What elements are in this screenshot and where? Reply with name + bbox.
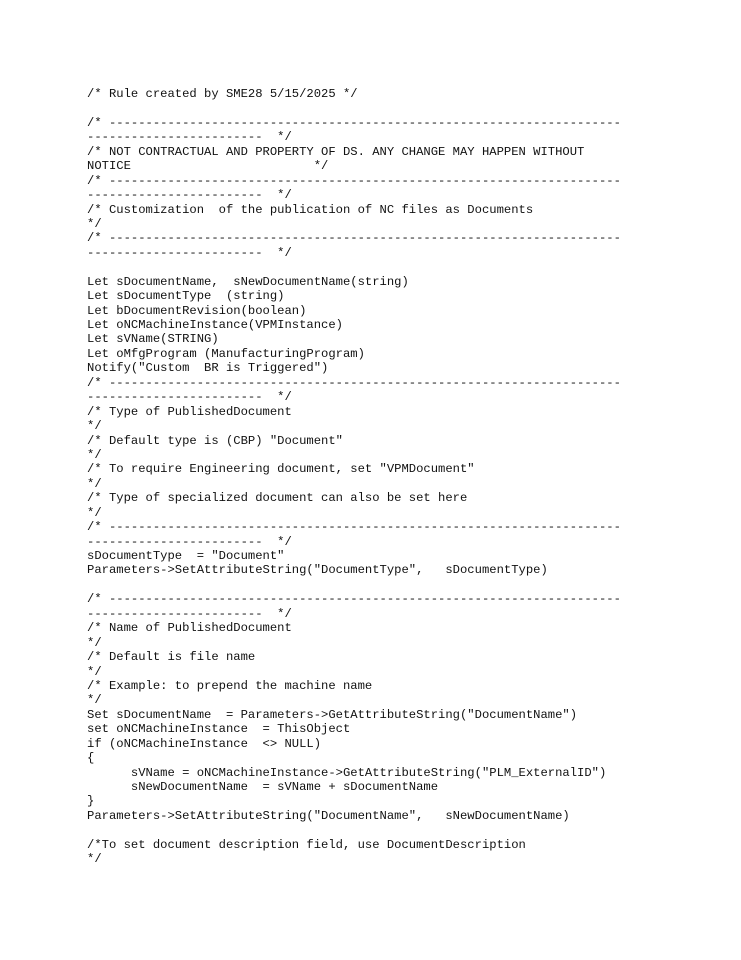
code-line: ------------------------ */ — [87, 188, 292, 203]
code-line: /* Name of PublishedDocument — [87, 621, 292, 636]
code-line: Notify("Custom BR is Triggered") — [87, 361, 329, 376]
code-line: ------------------------ */ — [87, 606, 292, 621]
code-line: ------------------------ */ — [87, 130, 292, 145]
code-line: /* ---------------------------------------------------------------------- — [87, 115, 621, 130]
code-line — [87, 101, 621, 115]
code-line: Let oMfgProgram (ManufacturingProgram) — [87, 346, 365, 361]
code-line — [87, 260, 621, 274]
code-line: /* Customization of the publication of NC files as Documents — [87, 202, 534, 217]
code-line: /* ---------------------------------------------------------------------- — [87, 520, 621, 535]
code-line: ------------------------ */ — [87, 534, 292, 549]
code-line: Let bDocumentRevision(boolean) — [87, 303, 307, 318]
code-line: /* NOT CONTRACTUAL AND PROPERTY OF DS. ANY CHANGE MAY HAPPEN WITHOUT — [87, 144, 585, 159]
code-line: sNewDocumentName = sVName + sDocumentName — [87, 780, 439, 794]
code-line: Parameters->SetAttributeString("DocumentName", sNewDocumentName) — [87, 808, 570, 823]
code-line: Set sDocumentName = Parameters->GetAttributeString("DocumentName") — [87, 707, 578, 722]
code-line: Let sDocumentName, sNewDocumentName(string) — [87, 274, 409, 289]
code-line: */ — [87, 693, 102, 708]
code-line: } — [87, 794, 95, 809]
code-line: Parameters->SetAttributeString("DocumentType", sDocumentType) — [87, 563, 548, 578]
code-line: /* Type of PublishedDocument — [87, 404, 292, 419]
code-line: /* ---------------------------------------------------------------------- — [87, 592, 621, 607]
code-line — [87, 578, 621, 592]
code-line: /* Rule created by SME28 5/15/2025 */ — [87, 87, 358, 101]
code-line: /* Default type is (CBP) "Document" — [87, 433, 343, 448]
code-line: NOTICE */ — [87, 159, 329, 174]
code-line: */ — [87, 635, 102, 650]
code-line: */ — [87, 476, 102, 491]
code-line: /* Example: to prepend the machine name — [87, 678, 373, 693]
code-line: */ — [87, 505, 102, 520]
code-line: /* ---------------------------------------------------------------------- — [87, 375, 621, 390]
code-line: sDocumentType = "Document" — [87, 549, 285, 563]
code-line: Let oNCMachineInstance(VPMInstance) — [87, 318, 343, 332]
code-line: sVName = oNCMachineInstance->GetAttributeString("PLM_ExternalID") — [87, 765, 607, 780]
code-line: /* Type of specialized document can also be set here — [87, 491, 468, 506]
code-line: */ — [87, 419, 102, 434]
code-line: */ — [87, 216, 102, 231]
code-listing — [87, 87, 621, 867]
code-line: */ — [87, 664, 102, 679]
code-line: */ — [87, 852, 102, 867]
code-line: /* To require Engineering document, set "VPMDocument" — [87, 462, 475, 477]
code-line: if (oNCMachineInstance <> NULL) — [87, 736, 322, 751]
code-line: Let sVName(STRING) — [87, 332, 219, 347]
code-line: Let sDocumentType (string) — [87, 289, 285, 304]
code-line: ------------------------ */ — [87, 245, 292, 260]
code-line: set oNCMachineInstance = ThisObject — [87, 722, 351, 737]
code-line: { — [87, 751, 95, 766]
code-line: /* ---------------------------------------------------------------------- — [87, 173, 621, 188]
code-line: /* ---------------------------------------------------------------------- — [87, 231, 621, 246]
code-line — [87, 823, 621, 837]
code-line: */ — [87, 447, 102, 462]
code-line: /*To set document description field, use DocumentDescription — [87, 837, 526, 852]
code-line: /* Default is file name — [87, 650, 256, 665]
code-line: ------------------------ */ — [87, 390, 292, 405]
